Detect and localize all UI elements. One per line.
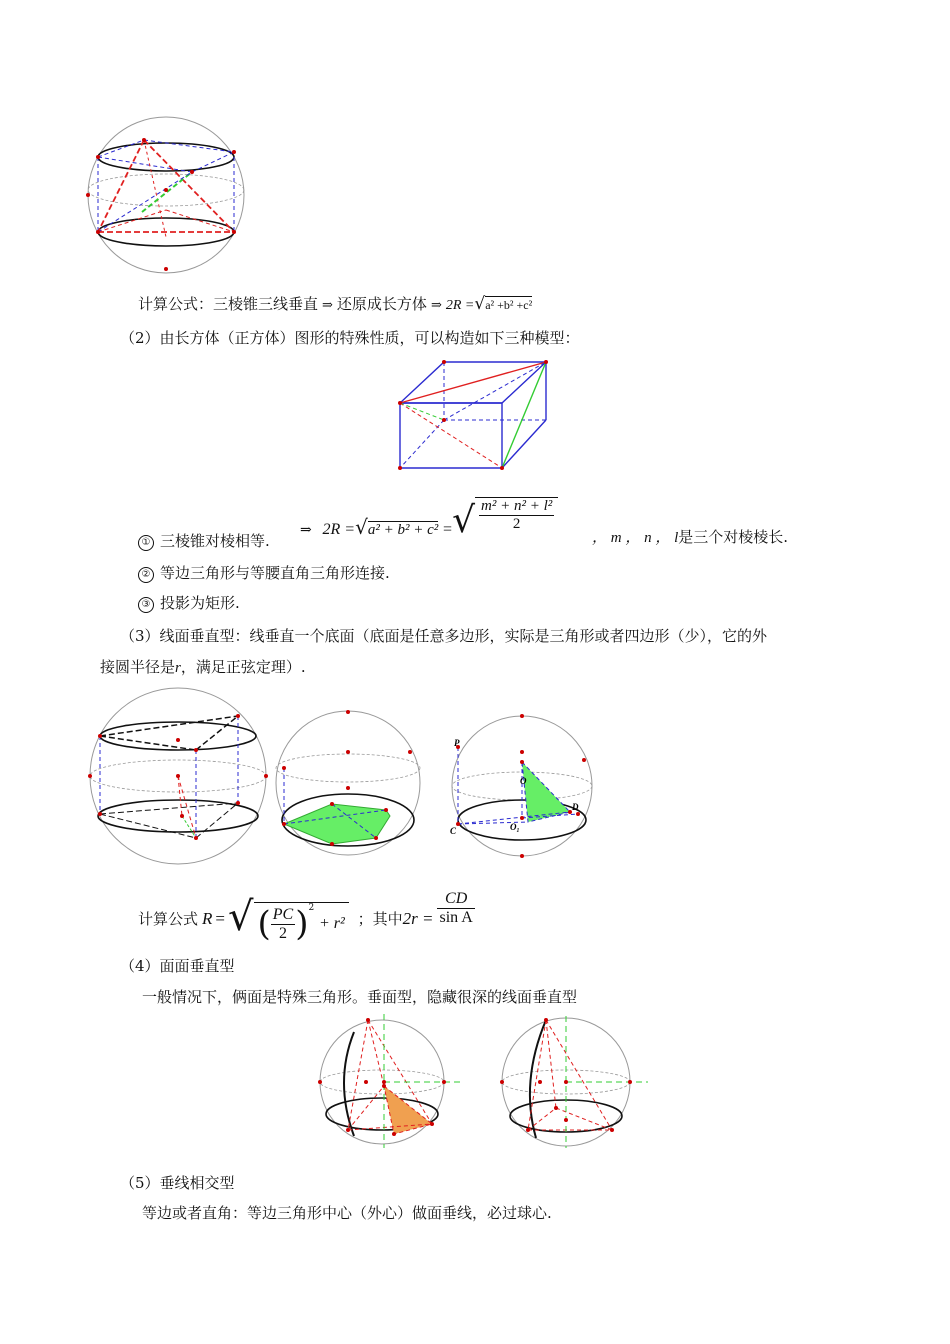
- formula-tail: 是三个对棱棱长.: [678, 528, 789, 546]
- model-text: 等边三角形与等腰直角三角形连接.: [160, 564, 390, 582]
- label-d: D: [572, 802, 579, 812]
- radicand-group: [254, 902, 349, 944]
- model-item-3: [138, 592, 240, 613]
- circled-number: ①: [138, 535, 154, 551]
- implies-arrow-2: ⇒: [430, 298, 442, 313]
- sqrt-sign-big: √: [452, 500, 476, 541]
- sqrt-sign: √: [355, 515, 368, 539]
- calc3-mid: ；其中: [357, 910, 403, 928]
- calc1-prefix: 计算公式：三棱锥三线垂直: [138, 295, 319, 313]
- item-4-desc: 一般情况下，俩面是特殊三角形。垂面型，隐藏很深的线面垂直型: [142, 988, 578, 1006]
- label-c: C: [450, 826, 457, 836]
- item-3-line-1: （3）线面垂直型：线垂直一个底面（底面是任意多边形，实际是三角形或者四边形（少），它的外: [120, 627, 768, 645]
- calc1-lhs: 2R =: [445, 298, 475, 313]
- figure-cuboid: [396, 358, 556, 473]
- sqrt-sign-big: √: [228, 894, 254, 940]
- item-3-line-2: [100, 656, 306, 677]
- paren-open: (: [257, 904, 271, 944]
- item-2-heading: （2）由长方体（正方体）图形的特殊性质，可以构造如下三种模型：: [120, 329, 580, 347]
- calc-formula-3: [138, 882, 475, 944]
- label-o1: O₁: [510, 822, 520, 832]
- circled-number: ③: [138, 597, 154, 613]
- formula-arrow: ⇒: [300, 522, 312, 538]
- formula-lhs: 2R =: [322, 521, 356, 538]
- circled-number: ②: [138, 567, 154, 583]
- pc-den: 2: [278, 924, 287, 942]
- model-item-2: [138, 562, 390, 583]
- calc1-radicand: a² +b² +c²: [485, 298, 533, 312]
- formula-vars-text: ， m ， n ， l: [592, 530, 679, 546]
- figure-sphere-tetrahedron: [82, 112, 252, 282]
- figure-face-perp-2: [496, 1012, 656, 1152]
- model-item-1: [138, 530, 270, 551]
- line2-b: ，满足正弦定理）.: [180, 658, 306, 676]
- formula-radicand: a² + b² + c²: [367, 522, 439, 538]
- sina-den: sin A: [439, 909, 473, 926]
- formula-eq: =: [443, 521, 453, 538]
- calc-formula-1: [138, 293, 532, 314]
- model-formula: [300, 490, 558, 540]
- line2-r: r: [175, 660, 181, 676]
- cd-over-sina: [437, 890, 474, 927]
- calc3-prefix: 计算公式: [138, 910, 199, 928]
- model-text: 三棱锥对棱相等.: [160, 532, 270, 550]
- line2-a: 接圆半径是: [100, 658, 176, 676]
- formula-fraction: [475, 497, 558, 533]
- cd-num: CD: [437, 890, 474, 909]
- label-o: O: [520, 776, 527, 786]
- fraction-denominator: 2: [512, 516, 521, 532]
- figure-face-perp-1: [318, 1012, 468, 1152]
- pc-num: PC: [272, 905, 294, 923]
- calc3-lhs2: 2r =: [402, 909, 434, 928]
- sqrt-sign: √: [474, 294, 486, 314]
- item-5-desc: 等边或者直角：等边三角形中心（外心）做面垂线，必过球心.: [142, 1204, 552, 1222]
- formula-vars: [592, 526, 788, 547]
- calc3-r: R: [202, 909, 213, 928]
- figure-sphere-tetra-labeled: [448, 712, 608, 862]
- figure-sphere-prism: [86, 688, 276, 848]
- fraction-numerator: m² + n² + l²: [481, 498, 553, 514]
- label-p: P: [454, 738, 460, 748]
- pc-over-2: [271, 906, 295, 943]
- item-4-heading: （4）面面垂直型: [120, 957, 235, 975]
- model-text: 投影为矩形.: [160, 594, 240, 612]
- calc3-eq: =: [215, 909, 225, 928]
- plus-r-squared: + r²: [319, 915, 345, 932]
- calc1-middle: 还原成长方体: [336, 295, 427, 313]
- figure-sphere-polygon: [270, 708, 430, 858]
- item-5-heading: （5）垂线相交型: [120, 1174, 235, 1192]
- paren-close: ): [295, 904, 309, 944]
- implies-arrow: ⇒: [322, 298, 333, 313]
- square-exponent: 2: [308, 903, 315, 913]
